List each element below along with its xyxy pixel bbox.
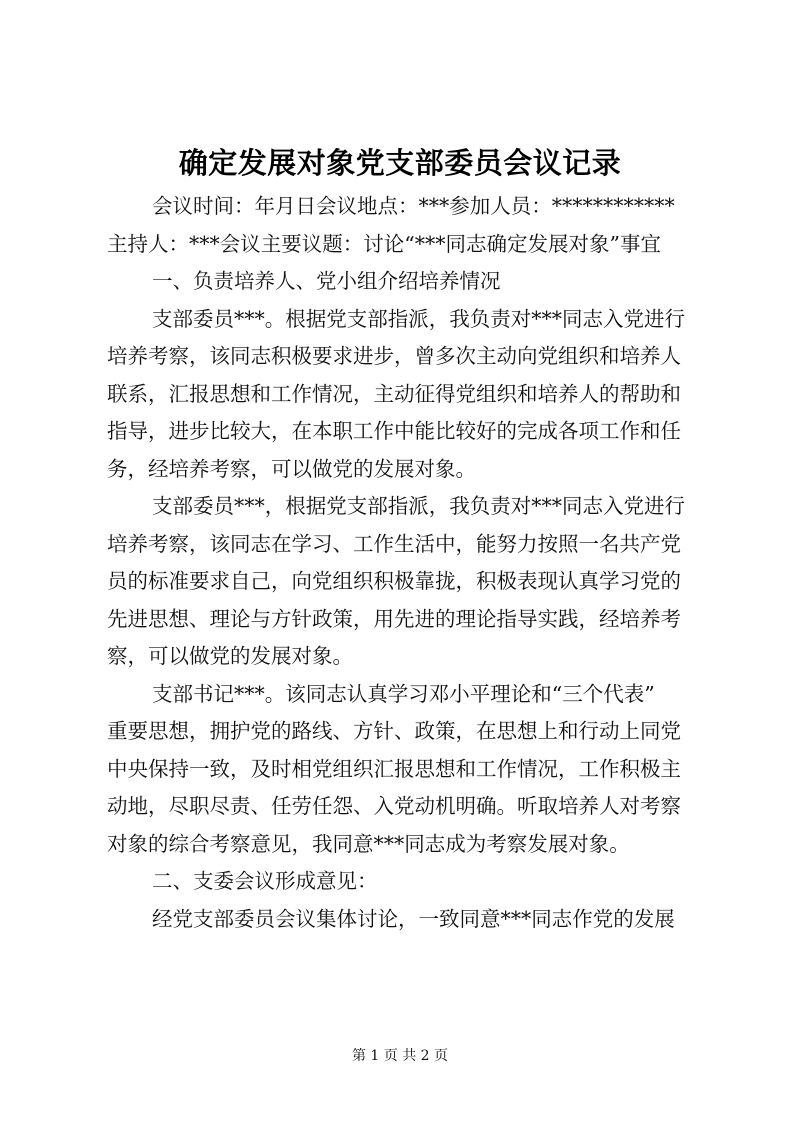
paragraph-line: 对象的综合考察意见，我同意***同志成为考察发展对象。 [107, 831, 630, 856]
paragraph-line: 务，经培养考察，可以做党的发展对象。 [107, 456, 476, 481]
paragraph-line: 中央保持一致，及时相党组织汇报思想和工作情况，工作积极主 [107, 756, 681, 781]
section-heading: 一、负责培养人、党小组介绍培养情况 [152, 269, 501, 293]
paragraph-line: 员的标准要求自己，向党组织积极靠拢，积极表现认真学习党的 [107, 569, 681, 593]
paragraph-line: 察，可以做党的发展对象。 [107, 644, 353, 668]
paragraph-line: 指导，进步比较大，在本职工作中能比较好的完成各项工作和任 [107, 419, 681, 443]
paragraph-line: 培养考察，该同志在学习、工作生活中，能努力按照一名共产党 [107, 531, 681, 556]
paragraph-line: 支部委员***。根据党支部指派，我负责对***同志入党进行 [152, 306, 685, 331]
section-heading: 二、支委会议形成意见： [152, 869, 378, 893]
paragraph-line: 先进思想、理论与方针政策，用先进的理论指导实践，经培养考 [107, 606, 681, 631]
paragraph-line: 培养考察，该同志积极要求进步，曾多次主动向党组织和培养人 [107, 344, 681, 368]
page-footer: 第 1 页 共 2 页 [351, 1048, 449, 1064]
paragraph-line: 会议时间：年月日会议地点：***参加人员：************ [152, 194, 675, 218]
document-title: 确定发展对象党支部委员会议记录 [178, 146, 622, 180]
paragraph-line: 重要思想，拥护党的路线、方针、政策，在思想上和行动上同党 [107, 719, 681, 743]
document-body [107, 188, 695, 938]
paragraph-line: 动地，尽职尽责、任劳任怨、入党动机明确。听取培养人对考察 [107, 794, 681, 818]
paragraph-line: 支部委员***，根据党支部指派，我负责对***同志入党进行 [152, 494, 685, 518]
paragraph-line: 经党支部委员会议集体讨论，一致同意***同志作党的发展 [152, 906, 675, 931]
paragraph-line: 支部书记***。该同志认真学习邓小平理论和“三个代表” [152, 681, 655, 706]
paragraph-line: 主持人：***会议主要议题：讨论“***同志确定发展对象”事宜 [107, 231, 661, 256]
paragraph-line: 联系，汇报思想和工作情况，主动征得党组织和培养人的帮助和 [107, 381, 681, 406]
